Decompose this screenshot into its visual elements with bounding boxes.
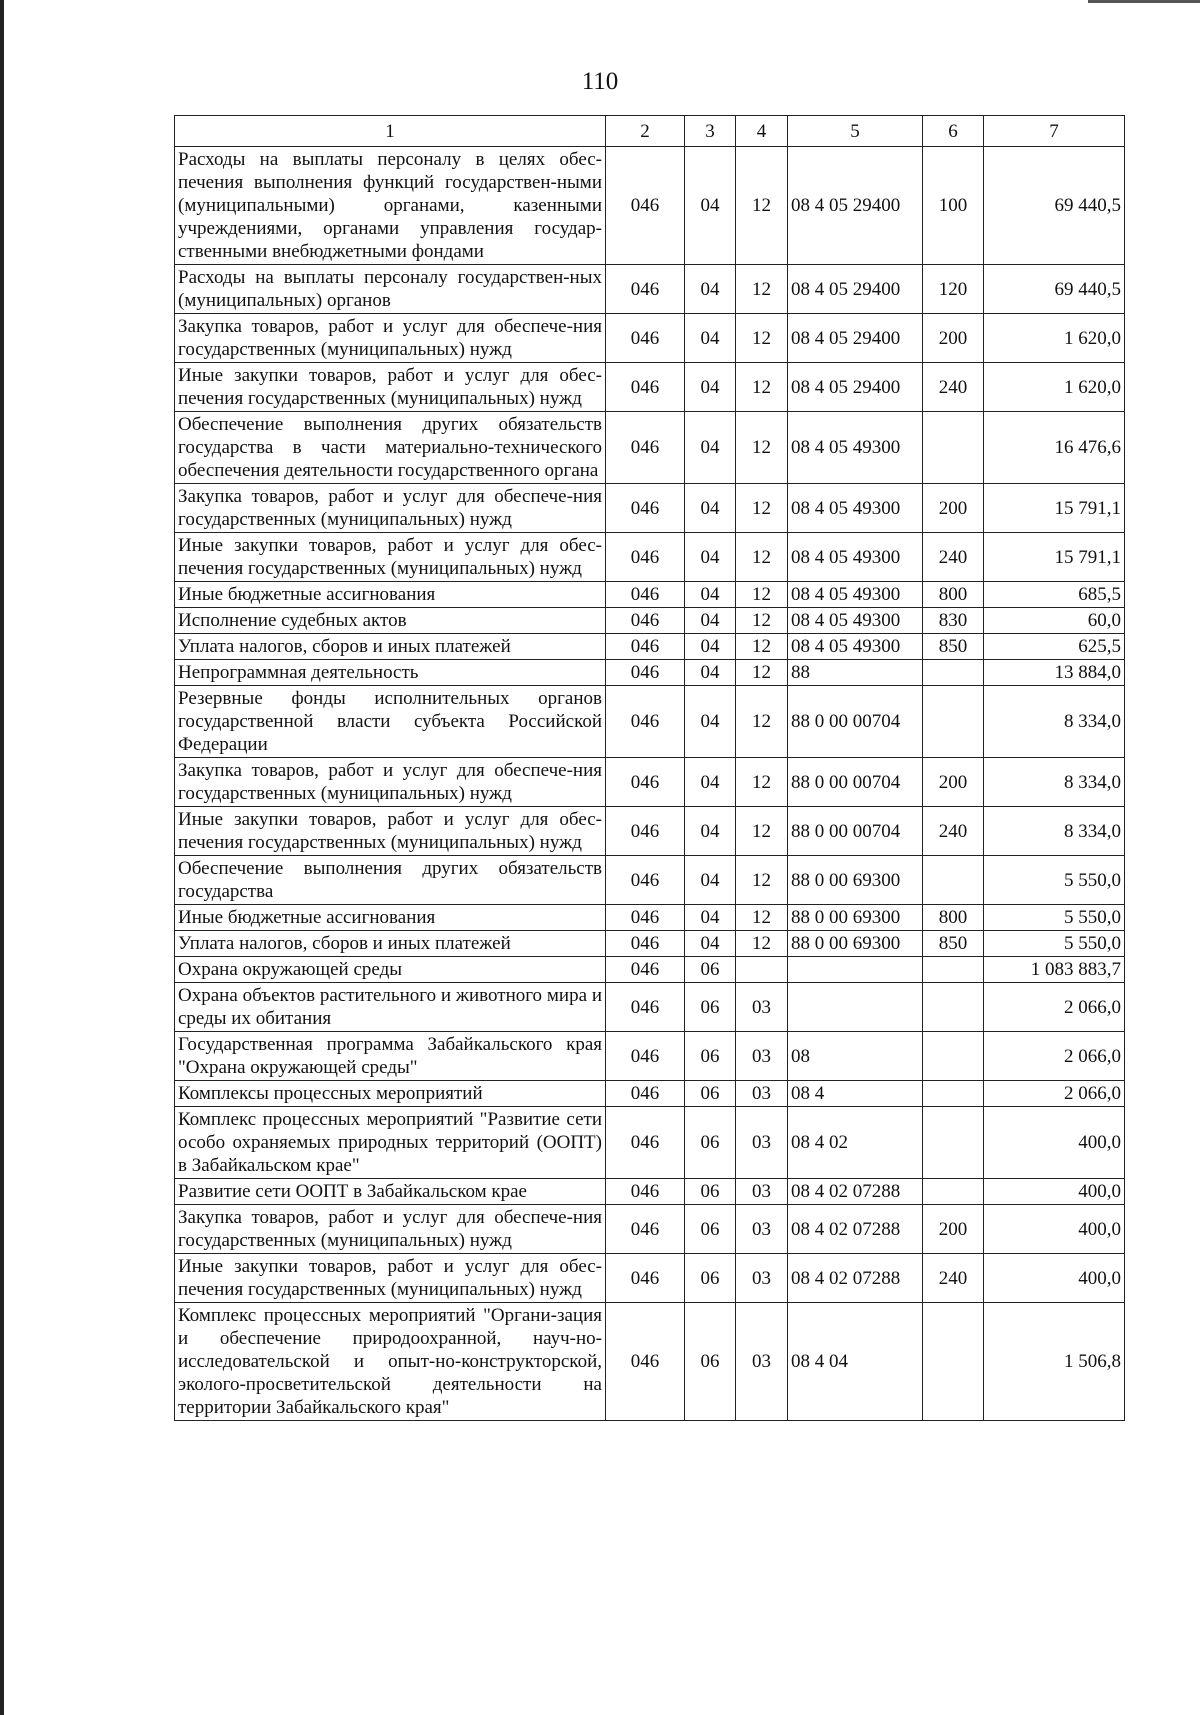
- subsection-code-cell: 03: [736, 1254, 788, 1303]
- scan-corner-line: [1088, 0, 1200, 3]
- target-article-code-cell: 88 0 00 00704: [788, 758, 923, 807]
- section-code-cell: 04: [685, 931, 736, 957]
- table-row: [175, 484, 1125, 533]
- scan-left-edge: [0, 0, 4, 1715]
- expense-type-code-cell: [923, 856, 984, 905]
- expense-type-code-cell: 200: [923, 758, 984, 807]
- row-name-cell: Обеспечение выполнения других обязательств государства: [175, 856, 606, 905]
- target-article-code-cell: 88: [788, 660, 923, 686]
- table-row: [175, 1032, 1125, 1081]
- target-article-code-cell: 08 4 05 49300: [788, 608, 923, 634]
- target-article-code-cell: 88 0 00 00704: [788, 686, 923, 758]
- target-article-code-cell: [788, 957, 923, 983]
- section-code-cell: 06: [685, 1032, 736, 1081]
- target-article-code-cell: 08 4 02 07288: [788, 1205, 923, 1254]
- department-code-cell: 046: [606, 1205, 685, 1254]
- table-row: [175, 533, 1125, 582]
- expense-type-code-cell: [923, 1032, 984, 1081]
- table-row: [175, 1107, 1125, 1179]
- amount-cell: 400,0: [984, 1254, 1125, 1303]
- target-article-code-cell: 08 4 05 49300: [788, 412, 923, 484]
- target-article-code-cell: 08 4 05 29400: [788, 265, 923, 314]
- expense-type-code-cell: 850: [923, 634, 984, 660]
- section-code-cell: 04: [685, 484, 736, 533]
- expense-type-code-cell: 100: [923, 147, 984, 265]
- amount-cell: 1 083 883,7: [984, 957, 1125, 983]
- row-name-cell: Резервные фонды исполнительных органов государственной власти субъекта Российской Федерации: [175, 686, 606, 758]
- expense-type-code-cell: [923, 1107, 984, 1179]
- expense-type-code-cell: 120: [923, 265, 984, 314]
- row-name-cell: Иные закупки товаров, работ и услуг для обес-печения государственных (муниципальных) нужд: [175, 533, 606, 582]
- target-article-code-cell: [788, 983, 923, 1032]
- section-code-cell: 04: [685, 147, 736, 265]
- section-code-cell: 04: [685, 634, 736, 660]
- row-name-cell: Комплексы процессных мероприятий: [175, 1081, 606, 1107]
- amount-cell: 2 066,0: [984, 1032, 1125, 1081]
- amount-cell: 60,0: [984, 608, 1125, 634]
- subsection-code-cell: 12: [736, 931, 788, 957]
- section-code-cell: 06: [685, 983, 736, 1032]
- table-row: [175, 363, 1125, 412]
- department-code-cell: 046: [606, 314, 685, 363]
- department-code-cell: 046: [606, 686, 685, 758]
- section-code-cell: 06: [685, 1303, 736, 1421]
- subsection-code-cell: 12: [736, 484, 788, 533]
- expense-type-code-cell: 240: [923, 1254, 984, 1303]
- row-name-cell: Уплата налогов, сборов и иных платежей: [175, 634, 606, 660]
- subsection-code-cell: 12: [736, 608, 788, 634]
- amount-cell: 8 334,0: [984, 758, 1125, 807]
- subsection-code-cell: 12: [736, 363, 788, 412]
- amount-cell: 15 791,1: [984, 484, 1125, 533]
- department-code-cell: 046: [606, 983, 685, 1032]
- subsection-code-cell: 03: [736, 1179, 788, 1205]
- department-code-cell: 046: [606, 582, 685, 608]
- subsection-code-cell: 12: [736, 265, 788, 314]
- table-row: [175, 1254, 1125, 1303]
- amount-cell: 685,5: [984, 582, 1125, 608]
- target-article-code-cell: 08 4 05 29400: [788, 363, 923, 412]
- header-cell-5: 5: [788, 116, 923, 147]
- department-code-cell: 046: [606, 1303, 685, 1421]
- section-code-cell: 04: [685, 608, 736, 634]
- section-code-cell: 04: [685, 856, 736, 905]
- table-row: [175, 1081, 1125, 1107]
- department-code-cell: 046: [606, 1179, 685, 1205]
- subsection-code-cell: 12: [736, 856, 788, 905]
- target-article-code-cell: 08 4 05 49300: [788, 582, 923, 608]
- subsection-code-cell: 12: [736, 807, 788, 856]
- row-name-cell: Иные закупки товаров, работ и услуг для обес-печения государственных (муниципальных) нужд: [175, 807, 606, 856]
- table-row: [175, 147, 1125, 265]
- expense-type-code-cell: [923, 1179, 984, 1205]
- department-code-cell: 046: [606, 758, 685, 807]
- expense-type-code-cell: 240: [923, 533, 984, 582]
- expense-type-code-cell: [923, 660, 984, 686]
- section-code-cell: 04: [685, 533, 736, 582]
- subsection-code-cell: 03: [736, 1107, 788, 1179]
- row-name-cell: Комплекс процессных мероприятий "Органи-зация и обеспечение природоохранной, науч-но-исследовательской и опыт-но-конструкторской, эколого-просветительской деятельности на территории Забайкальского края": [175, 1303, 606, 1421]
- subsection-code-cell: [736, 957, 788, 983]
- row-name-cell: Развитие сети ООПТ в Забайкальском крае: [175, 1179, 606, 1205]
- row-name-cell: Иные закупки товаров, работ и услуг для обес-печения государственных (муниципальных) нужд: [175, 363, 606, 412]
- section-code-cell: 04: [685, 314, 736, 363]
- row-name-cell: Комплекс процессных мероприятий "Развитие сети особо охраняемых природных территорий (ООПТ) в Забайкальском крае": [175, 1107, 606, 1179]
- amount-cell: 8 334,0: [984, 686, 1125, 758]
- expense-type-code-cell: 850: [923, 931, 984, 957]
- amount-cell: 13 884,0: [984, 660, 1125, 686]
- target-article-code-cell: 88 0 00 69300: [788, 856, 923, 905]
- header-cell-4: 4: [736, 116, 788, 147]
- amount-cell: 2 066,0: [984, 983, 1125, 1032]
- expense-type-code-cell: [923, 412, 984, 484]
- expense-type-code-cell: 240: [923, 807, 984, 856]
- header-cell-1: 1: [175, 116, 606, 147]
- table-row: [175, 807, 1125, 856]
- row-name-cell: Охрана объектов растительного и животного мира и среды их обитания: [175, 983, 606, 1032]
- budget-table: [174, 115, 1125, 1421]
- subsection-code-cell: 12: [736, 533, 788, 582]
- row-name-cell: Расходы на выплаты персоналу в целях обес-печения выполнения функций государствен-ными (муниципальными) органами, казенными учреждениями, органами управления государ-ственными внебюджетными фондами: [175, 147, 606, 265]
- target-article-code-cell: 08 4 02 07288: [788, 1254, 923, 1303]
- subsection-code-cell: 03: [736, 983, 788, 1032]
- amount-cell: 69 440,5: [984, 265, 1125, 314]
- subsection-code-cell: 03: [736, 1205, 788, 1254]
- subsection-code-cell: 12: [736, 758, 788, 807]
- table-row: [175, 314, 1125, 363]
- amount-cell: 5 550,0: [984, 856, 1125, 905]
- expense-type-code-cell: 800: [923, 905, 984, 931]
- table-row: [175, 608, 1125, 634]
- row-name-cell: Непрограммная деятельность: [175, 660, 606, 686]
- row-name-cell: Государственная программа Забайкальского края "Охрана окружающей среды": [175, 1032, 606, 1081]
- expense-type-code-cell: 200: [923, 1205, 984, 1254]
- header-cell-2: 2: [606, 116, 685, 147]
- subsection-code-cell: 12: [736, 660, 788, 686]
- department-code-cell: 046: [606, 363, 685, 412]
- target-article-code-cell: 08 4: [788, 1081, 923, 1107]
- section-code-cell: 06: [685, 1205, 736, 1254]
- table-row: [175, 582, 1125, 608]
- target-article-code-cell: 08 4 05 49300: [788, 533, 923, 582]
- row-name-cell: Иные бюджетные ассигнования: [175, 905, 606, 931]
- expense-type-code-cell: 200: [923, 314, 984, 363]
- table-row: [175, 758, 1125, 807]
- target-article-code-cell: 08 4 05 29400: [788, 314, 923, 363]
- row-name-cell: Иные закупки товаров, работ и услуг для обес-печения государственных (муниципальных) нужд: [175, 1254, 606, 1303]
- table-row: [175, 931, 1125, 957]
- subsection-code-cell: 12: [736, 314, 788, 363]
- expense-type-code-cell: [923, 957, 984, 983]
- subsection-code-cell: 12: [736, 147, 788, 265]
- department-code-cell: 046: [606, 147, 685, 265]
- target-article-code-cell: 08 4 02 07288: [788, 1179, 923, 1205]
- target-article-code-cell: 08 4 04: [788, 1303, 923, 1421]
- amount-cell: 1 620,0: [984, 314, 1125, 363]
- department-code-cell: 046: [606, 533, 685, 582]
- target-article-code-cell: 88 0 00 69300: [788, 931, 923, 957]
- department-code-cell: 046: [606, 1032, 685, 1081]
- header-row: [175, 116, 1125, 147]
- amount-cell: 625,5: [984, 634, 1125, 660]
- subsection-code-cell: 12: [736, 582, 788, 608]
- expense-type-code-cell: 830: [923, 608, 984, 634]
- table-row: [175, 1179, 1125, 1205]
- table-row: [175, 660, 1125, 686]
- section-code-cell: 04: [685, 758, 736, 807]
- amount-cell: 69 440,5: [984, 147, 1125, 265]
- subsection-code-cell: 03: [736, 1303, 788, 1421]
- section-code-cell: 04: [685, 905, 736, 931]
- row-name-cell: Исполнение судебных актов: [175, 608, 606, 634]
- department-code-cell: 046: [606, 265, 685, 314]
- target-article-code-cell: 08 4 02: [788, 1107, 923, 1179]
- department-code-cell: 046: [606, 856, 685, 905]
- expense-type-code-cell: [923, 983, 984, 1032]
- expense-type-code-cell: [923, 1303, 984, 1421]
- section-code-cell: 04: [685, 582, 736, 608]
- amount-cell: 15 791,1: [984, 533, 1125, 582]
- amount-cell: 16 476,6: [984, 412, 1125, 484]
- target-article-code-cell: 08 4 05 29400: [788, 147, 923, 265]
- department-code-cell: 046: [606, 484, 685, 533]
- expense-type-code-cell: 240: [923, 363, 984, 412]
- amount-cell: 8 334,0: [984, 807, 1125, 856]
- table-row: [175, 905, 1125, 931]
- department-code-cell: 046: [606, 412, 685, 484]
- table-row: [175, 1303, 1125, 1421]
- table-row: [175, 957, 1125, 983]
- department-code-cell: 046: [606, 1081, 685, 1107]
- row-name-cell: Закупка товаров, работ и услуг для обеспече-ния государственных (муниципальных) нужд: [175, 484, 606, 533]
- section-code-cell: 06: [685, 957, 736, 983]
- expense-type-code-cell: [923, 686, 984, 758]
- section-code-cell: 04: [685, 660, 736, 686]
- row-name-cell: Закупка товаров, работ и услуг для обеспече-ния государственных (муниципальных) нужд: [175, 1205, 606, 1254]
- header-cell-3: 3: [685, 116, 736, 147]
- table-row: [175, 686, 1125, 758]
- row-name-cell: Уплата налогов, сборов и иных платежей: [175, 931, 606, 957]
- amount-cell: 2 066,0: [984, 1081, 1125, 1107]
- target-article-code-cell: 88 0 00 00704: [788, 807, 923, 856]
- department-code-cell: 046: [606, 1107, 685, 1179]
- subsection-code-cell: 03: [736, 1032, 788, 1081]
- row-name-cell: Закупка товаров, работ и услуг для обеспече-ния государственных (муниципальных) нужд: [175, 758, 606, 807]
- table-row: [175, 265, 1125, 314]
- table-row: [175, 1205, 1125, 1254]
- header-cell-6: 6: [923, 116, 984, 147]
- expense-type-code-cell: 800: [923, 582, 984, 608]
- subsection-code-cell: 12: [736, 412, 788, 484]
- section-code-cell: 04: [685, 265, 736, 314]
- row-name-cell: Обеспечение выполнения других обязательств государства в части материально-технического обеспечения деятельности государственного органа: [175, 412, 606, 484]
- section-code-cell: 06: [685, 1179, 736, 1205]
- table-row: [175, 634, 1125, 660]
- target-article-code-cell: 88 0 00 69300: [788, 905, 923, 931]
- target-article-code-cell: 08 4 05 49300: [788, 484, 923, 533]
- department-code-cell: 046: [606, 1254, 685, 1303]
- subsection-code-cell: 12: [736, 686, 788, 758]
- header-cell-7: 7: [984, 116, 1125, 147]
- section-code-cell: 06: [685, 1107, 736, 1179]
- section-code-cell: 04: [685, 686, 736, 758]
- table-row: [175, 856, 1125, 905]
- table-row: [175, 983, 1125, 1032]
- department-code-cell: 046: [606, 957, 685, 983]
- expense-type-code-cell: 200: [923, 484, 984, 533]
- row-name-cell: Иные бюджетные ассигнования: [175, 582, 606, 608]
- department-code-cell: 046: [606, 634, 685, 660]
- section-code-cell: 04: [685, 363, 736, 412]
- target-article-code-cell: 08: [788, 1032, 923, 1081]
- section-code-cell: 04: [685, 412, 736, 484]
- amount-cell: 400,0: [984, 1107, 1125, 1179]
- page-number: 110: [581, 68, 619, 95]
- row-name-cell: Закупка товаров, работ и услуг для обеспече-ния государственных (муниципальных) нужд: [175, 314, 606, 363]
- subsection-code-cell: 12: [736, 634, 788, 660]
- department-code-cell: 046: [606, 608, 685, 634]
- target-article-code-cell: 08 4 05 49300: [788, 634, 923, 660]
- row-name-cell: Расходы на выплаты персоналу государствен-ных (муниципальных) органов: [175, 265, 606, 314]
- section-code-cell: 06: [685, 1081, 736, 1107]
- amount-cell: 5 550,0: [984, 905, 1125, 931]
- subsection-code-cell: 12: [736, 905, 788, 931]
- department-code-cell: 046: [606, 807, 685, 856]
- department-code-cell: 046: [606, 905, 685, 931]
- amount-cell: 400,0: [984, 1179, 1125, 1205]
- amount-cell: 1 620,0: [984, 363, 1125, 412]
- section-code-cell: 06: [685, 1254, 736, 1303]
- amount-cell: 1 506,8: [984, 1303, 1125, 1421]
- amount-cell: 5 550,0: [984, 931, 1125, 957]
- table-row: [175, 412, 1125, 484]
- table-body: [175, 147, 1125, 1421]
- department-code-cell: 046: [606, 931, 685, 957]
- department-code-cell: 046: [606, 660, 685, 686]
- section-code-cell: 04: [685, 807, 736, 856]
- expense-type-code-cell: [923, 1081, 984, 1107]
- row-name-cell: Охрана окружающей среды: [175, 957, 606, 983]
- amount-cell: 400,0: [984, 1205, 1125, 1254]
- subsection-code-cell: 03: [736, 1081, 788, 1107]
